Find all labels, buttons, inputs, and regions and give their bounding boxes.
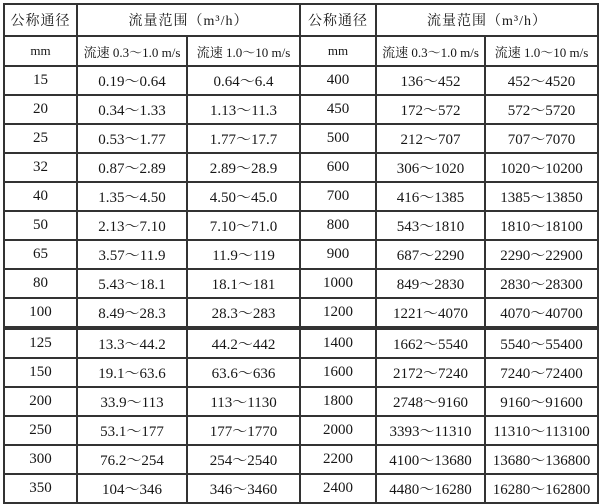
flow-high-cell: 16280～162800 — [485, 474, 598, 503]
right-velocity-high-header: 流速 1.0～10 m/s — [485, 36, 598, 66]
flow-high-cell: 707～7070 — [485, 124, 598, 153]
flow-high-cell: 2830～28300 — [485, 269, 598, 298]
diameter-cell: 400 — [300, 66, 376, 95]
flow-high-cell: 1020～10200 — [485, 153, 598, 182]
flow-low-cell: 2.13～7.10 — [77, 211, 187, 240]
flow-low-cell: 0.34～1.33 — [77, 95, 187, 124]
table-row — [4, 298, 598, 328]
diameter-cell: 900 — [300, 240, 376, 269]
flow-low-cell: 53.1～177 — [77, 416, 187, 445]
diameter-cell: 2200 — [300, 445, 376, 474]
flow-low-cell: 3393～11310 — [376, 416, 485, 445]
table-row — [4, 387, 598, 416]
diameter-cell: 350 — [4, 474, 77, 503]
diameter-cell: 100 — [4, 298, 77, 328]
flow-high-cell: 28.3～283 — [187, 298, 300, 328]
table-row — [4, 153, 598, 182]
left-velocity-high-header: 流速 1.0～10 m/s — [187, 36, 300, 66]
table-body — [4, 66, 598, 503]
diameter-cell: 80 — [4, 269, 77, 298]
diameter-cell: 1200 — [300, 298, 376, 328]
table-row — [4, 182, 598, 211]
diameter-cell: 150 — [4, 358, 77, 387]
header-row-sub — [4, 36, 598, 66]
flow-high-cell: 13680～136800 — [485, 445, 598, 474]
flow-high-cell: 11.9～119 — [187, 240, 300, 269]
flow-high-cell: 346～3460 — [187, 474, 300, 503]
flow-low-cell: 33.9～113 — [77, 387, 187, 416]
flow-low-cell: 19.1～63.6 — [77, 358, 187, 387]
flow-low-cell: 1.35～4.50 — [77, 182, 187, 211]
flow-high-cell: 2.89～28.9 — [187, 153, 300, 182]
flow-high-cell: 572～5720 — [485, 95, 598, 124]
flow-low-cell: 849～2830 — [376, 269, 485, 298]
flow-low-cell: 172～572 — [376, 95, 485, 124]
right-velocity-low-header: 流速 0.3～1.0 m/s — [376, 36, 485, 66]
flow-high-cell: 2290～22900 — [485, 240, 598, 269]
flow-low-cell: 76.2～254 — [77, 445, 187, 474]
flow-low-cell: 8.49～28.3 — [77, 298, 187, 328]
diameter-cell: 500 — [300, 124, 376, 153]
flow-low-cell: 104～346 — [77, 474, 187, 503]
flow-low-cell: 0.53～1.77 — [77, 124, 187, 153]
diameter-cell: 250 — [4, 416, 77, 445]
diameter-cell: 1400 — [300, 328, 376, 358]
diameter-cell: 1800 — [300, 387, 376, 416]
table-row — [4, 474, 598, 503]
diameter-cell: 1600 — [300, 358, 376, 387]
diameter-cell: 65 — [4, 240, 77, 269]
flow-high-cell: 1.77～17.7 — [187, 124, 300, 153]
right-unit-header: mm — [300, 36, 376, 66]
table-row — [4, 416, 598, 445]
flow-low-cell: 687～2290 — [376, 240, 485, 269]
flow-low-cell: 136～452 — [376, 66, 485, 95]
diameter-cell: 200 — [4, 387, 77, 416]
flow-low-cell: 0.87～2.89 — [77, 153, 187, 182]
flow-low-cell: 1662～5540 — [376, 328, 485, 358]
flow-high-cell: 177～1770 — [187, 416, 300, 445]
flow-low-cell: 212～707 — [376, 124, 485, 153]
flow-high-cell: 0.64～6.4 — [187, 66, 300, 95]
table-row — [4, 211, 598, 240]
right-flow-range-header: 流量范围（m³/h） — [376, 4, 598, 36]
diameter-cell: 25 — [4, 124, 77, 153]
flow-high-cell: 113～1130 — [187, 387, 300, 416]
flow-low-cell: 3.57～11.9 — [77, 240, 187, 269]
flow-high-cell: 9160～91600 — [485, 387, 598, 416]
flow-low-cell: 1221～4070 — [376, 298, 485, 328]
flow-low-cell: 416～1385 — [376, 182, 485, 211]
flow-high-cell: 5540～55400 — [485, 328, 598, 358]
left-flow-range-header: 流量范围（m³/h） — [77, 4, 300, 36]
left-unit-header: mm — [4, 36, 77, 66]
table-row — [4, 358, 598, 387]
flow-high-cell: 44.2～442 — [187, 328, 300, 358]
flow-high-cell: 452～4520 — [485, 66, 598, 95]
diameter-cell: 700 — [300, 182, 376, 211]
flow-high-cell: 63.6～636 — [187, 358, 300, 387]
header-row-top — [4, 4, 598, 36]
diameter-cell: 40 — [4, 182, 77, 211]
flow-low-cell: 306～1020 — [376, 153, 485, 182]
diameter-cell: 125 — [4, 328, 77, 358]
diameter-cell: 32 — [4, 153, 77, 182]
diameter-cell: 600 — [300, 153, 376, 182]
flow-high-cell: 4.50～45.0 — [187, 182, 300, 211]
left-velocity-low-header: 流速 0.3～1.0 m/s — [77, 36, 187, 66]
diameter-cell: 20 — [4, 95, 77, 124]
flow-range-table — [3, 3, 599, 504]
left-diameter-header: 公称通径 — [4, 4, 77, 36]
flow-high-cell: 18.1～181 — [187, 269, 300, 298]
flow-high-cell: 1385～13850 — [485, 182, 598, 211]
diameter-cell: 50 — [4, 211, 77, 240]
diameter-cell: 300 — [4, 445, 77, 474]
table-row — [4, 240, 598, 269]
diameter-cell: 15 — [4, 66, 77, 95]
table-row — [4, 445, 598, 474]
diameter-cell: 800 — [300, 211, 376, 240]
flow-low-cell: 2172～7240 — [376, 358, 485, 387]
flow-high-cell: 11310～113100 — [485, 416, 598, 445]
table-row — [4, 66, 598, 95]
flow-high-cell: 1810～18100 — [485, 211, 598, 240]
table-row — [4, 95, 598, 124]
flow-low-cell: 5.43～18.1 — [77, 269, 187, 298]
flow-high-cell: 1.13～11.3 — [187, 95, 300, 124]
flow-low-cell: 4480～16280 — [376, 474, 485, 503]
flow-high-cell: 7.10～71.0 — [187, 211, 300, 240]
flow-low-cell: 0.19～0.64 — [77, 66, 187, 95]
flow-high-cell: 7240～72400 — [485, 358, 598, 387]
flow-low-cell: 4100～13680 — [376, 445, 485, 474]
flow-low-cell: 13.3～44.2 — [77, 328, 187, 358]
flow-low-cell: 2748～9160 — [376, 387, 485, 416]
table-row — [4, 328, 598, 358]
diameter-cell: 2400 — [300, 474, 376, 503]
flow-low-cell: 543～1810 — [376, 211, 485, 240]
flow-high-cell: 4070～40700 — [485, 298, 598, 328]
diameter-cell: 1000 — [300, 269, 376, 298]
table-row — [4, 269, 598, 298]
flow-high-cell: 254～2540 — [187, 445, 300, 474]
right-diameter-header: 公称通径 — [300, 4, 376, 36]
diameter-cell: 2000 — [300, 416, 376, 445]
table-row — [4, 124, 598, 153]
diameter-cell: 450 — [300, 95, 376, 124]
